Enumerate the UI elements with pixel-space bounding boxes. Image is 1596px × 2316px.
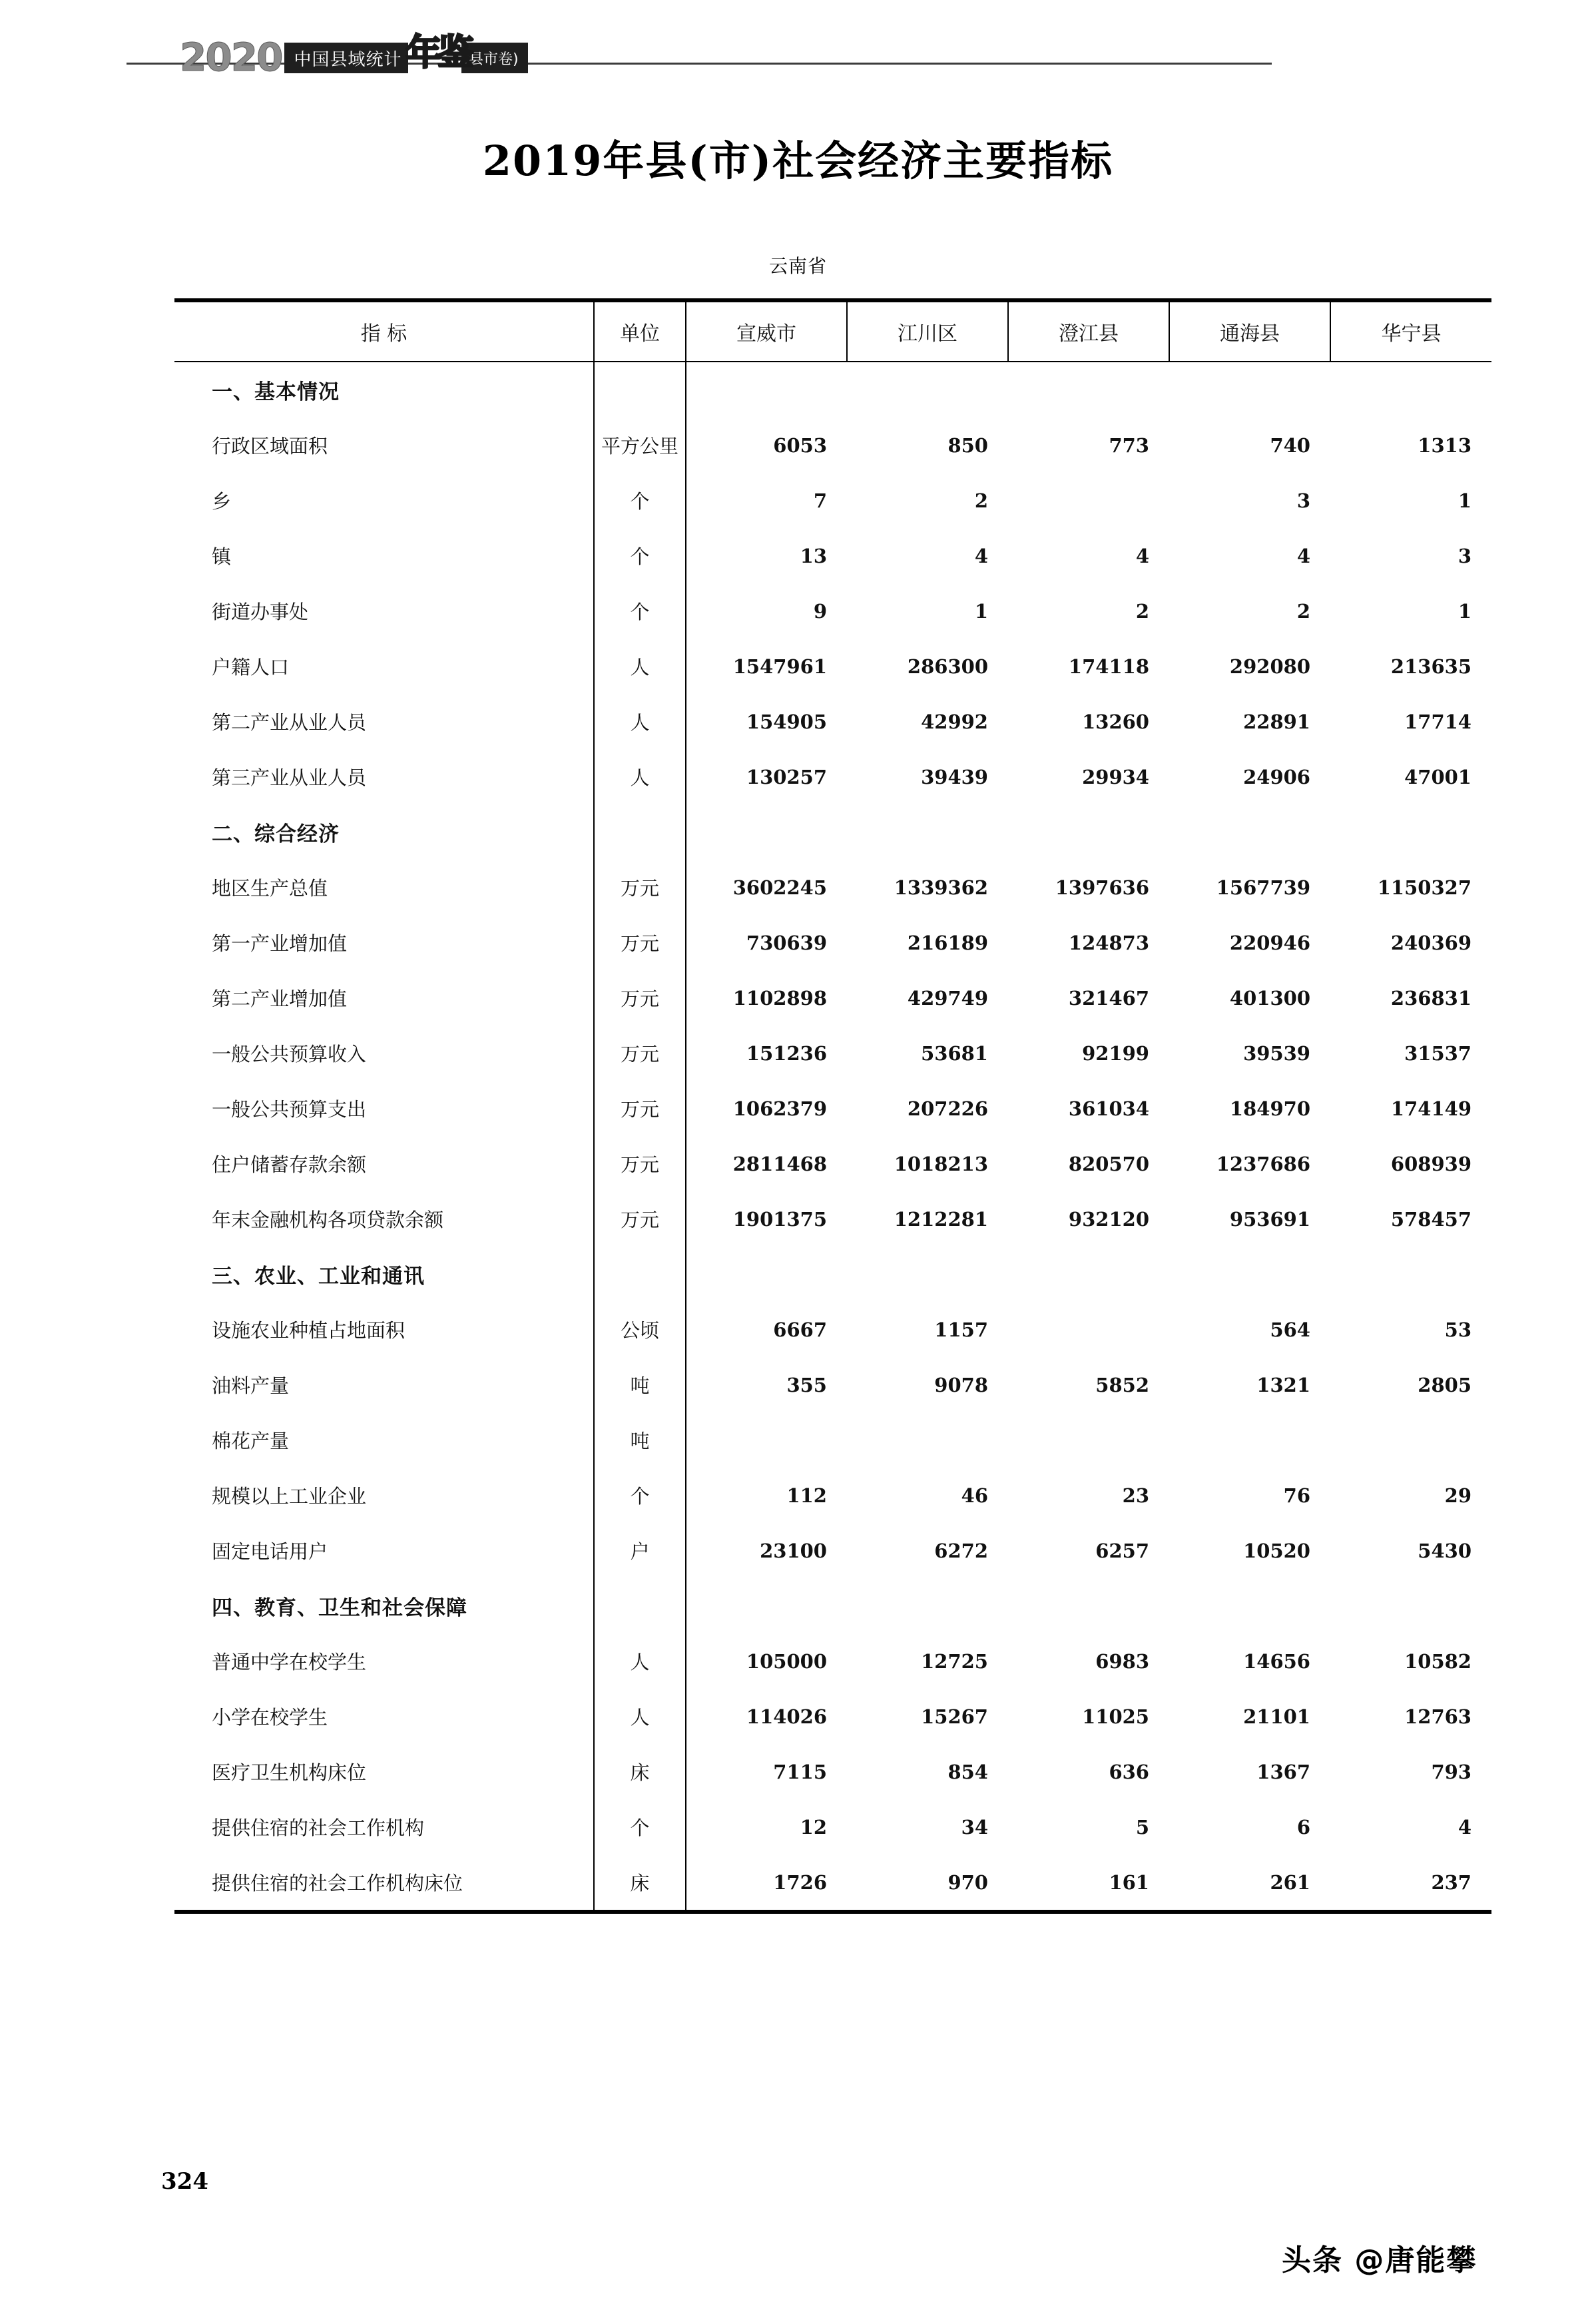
indicator-label: 小学在校学生 — [212, 1706, 328, 1729]
section-label: 一、基本情况 — [212, 380, 340, 404]
value-cell: 286300 — [907, 655, 988, 678]
unit-cell: 万元 — [594, 1136, 686, 1191]
column-header-tonghai: 通海县 — [1169, 300, 1330, 362]
indicator-label: 第二产业从业人员 — [212, 711, 367, 734]
value-cell: 2 — [1135, 599, 1149, 623]
value-cell: 207226 — [907, 1097, 988, 1120]
value-cell: 39439 — [921, 765, 988, 788]
value-cell: 292080 — [1229, 655, 1310, 678]
page-header-banner — [0, 31, 1596, 84]
table-row — [174, 583, 1491, 639]
badge-mark-label: 年鉴 — [405, 31, 470, 73]
column-header-unit: 单位 — [594, 300, 686, 362]
value-cell: 1157 — [934, 1318, 988, 1341]
value-cell: 21101 — [1243, 1705, 1310, 1728]
value-cell: 47001 — [1404, 765, 1471, 788]
table-row — [174, 418, 1491, 473]
indicator-label: 户籍人口 — [212, 656, 290, 679]
unit-cell: 户 — [594, 1523, 686, 1578]
page-title: 2019年县(市)社会经济主要指标 — [482, 137, 1114, 185]
value-cell: 578457 — [1390, 1207, 1471, 1231]
statistics-table-wrapper — [174, 298, 1491, 1914]
value-cell: 76 — [1283, 1484, 1310, 1507]
value-cell — [686, 1578, 847, 1633]
value-cell: 1339362 — [894, 876, 988, 899]
value-cell: 4 — [1135, 544, 1149, 567]
table-row — [174, 860, 1491, 915]
unit-cell: 吨 — [594, 1412, 686, 1468]
unit-cell: 床 — [594, 1855, 686, 1912]
value-cell: 3602245 — [686, 860, 847, 915]
badge-nianjian-mark — [405, 31, 479, 80]
value-cell — [1330, 1578, 1491, 1633]
indicator-label: 街道办事处 — [212, 601, 309, 623]
value-cell — [1169, 1578, 1330, 1633]
value-cell: 970 — [847, 1855, 1008, 1912]
indicator-label: 规模以上工业企业 — [212, 1485, 367, 1508]
unit-cell: 平方公里 — [594, 418, 686, 473]
unit-cell: 个 — [594, 528, 686, 583]
value-cell: 39539 — [1243, 1041, 1310, 1065]
value-cell: 1 — [974, 599, 988, 623]
unit-cell: 万元 — [594, 1191, 686, 1247]
unit-cell: 个 — [594, 583, 686, 639]
value-cell: 236831 — [1390, 986, 1471, 1010]
value-cell: 429749 — [907, 986, 988, 1010]
value-cell: 105000 — [686, 1633, 847, 1689]
value-cell: 23100 — [686, 1523, 847, 1578]
indicator-label: 第二产业增加值 — [212, 988, 348, 1010]
value-cell: 4 — [1296, 544, 1310, 567]
value-cell: 1397636 — [1055, 876, 1149, 899]
table-row — [174, 1025, 1491, 1081]
value-cell — [1008, 804, 1169, 860]
column-header-xuanwei: 宣威市 — [686, 300, 847, 362]
value-cell — [686, 1412, 847, 1468]
watermark: 头条 @唐能攀 — [1282, 2243, 1477, 2277]
table-section-row — [174, 362, 1491, 418]
value-cell: 361034 — [1068, 1097, 1149, 1120]
value-cell: 130257 — [686, 749, 847, 804]
value-cell: 1 — [1458, 489, 1471, 512]
indicator-label: 设施农业种植占地面积 — [212, 1319, 405, 1342]
indicator-label: 行政区域面积 — [212, 435, 328, 457]
value-cell: 1547961 — [686, 639, 847, 694]
value-cell: 9078 — [934, 1373, 988, 1396]
value-cell: 4 — [974, 544, 988, 567]
indicator-label: 提供住宿的社会工作机构床位 — [174, 1855, 594, 1912]
table-row — [174, 970, 1491, 1025]
value-cell — [1169, 1247, 1330, 1302]
section-label: 三、农业、工业和通讯 — [212, 1265, 425, 1289]
value-cell: 1062379 — [686, 1081, 847, 1136]
value-cell: 820570 — [1068, 1152, 1149, 1175]
unit-cell — [594, 1247, 686, 1302]
table-row — [174, 1855, 1491, 1912]
unit-cell: 人 — [594, 1633, 686, 1689]
badge-year-label: 2020 — [180, 35, 282, 80]
table-row — [174, 1633, 1491, 1689]
value-cell: 2 — [974, 489, 988, 512]
unit-cell: 人 — [594, 1689, 686, 1744]
value-cell — [686, 362, 847, 418]
value-cell: 850 — [947, 434, 988, 457]
table-row — [174, 528, 1491, 583]
unit-cell: 万元 — [594, 915, 686, 970]
value-cell: 636 — [1109, 1760, 1149, 1783]
table-row — [174, 1302, 1491, 1357]
value-cell: 92199 — [1082, 1041, 1149, 1065]
value-cell — [1169, 804, 1330, 860]
section-label: 二、综合经济 — [212, 822, 340, 846]
page-number: 324 — [161, 2168, 208, 2195]
value-cell: 355 — [686, 1357, 847, 1412]
value-cell — [1169, 362, 1330, 418]
indicator-label: 棉花产量 — [212, 1430, 290, 1452]
value-cell: 114026 — [686, 1689, 847, 1744]
value-cell: 4 — [1458, 1815, 1471, 1839]
value-cell: 6053 — [686, 418, 847, 473]
value-cell: 6983 — [1095, 1649, 1149, 1673]
indicator-label: 医疗卫生机构床位 — [212, 1761, 367, 1784]
value-cell: 5852 — [1095, 1373, 1149, 1396]
value-cell: 17714 — [1404, 710, 1471, 733]
table-head — [174, 300, 1491, 362]
table-row — [174, 694, 1491, 749]
value-cell: 9 — [686, 583, 847, 639]
table-row — [174, 749, 1491, 804]
value-cell: 220946 — [1229, 931, 1310, 954]
unit-cell: 人 — [594, 639, 686, 694]
table-row — [174, 473, 1491, 528]
value-cell: 740 — [1270, 434, 1310, 457]
value-cell: 7 — [686, 473, 847, 528]
value-cell — [1008, 1247, 1169, 1302]
indicator-label: 第一产业增加值 — [212, 932, 348, 955]
value-cell — [847, 1578, 1008, 1633]
value-cell — [1169, 1412, 1330, 1468]
value-cell: 932120 — [1068, 1207, 1149, 1231]
value-cell: 184970 — [1229, 1097, 1310, 1120]
table-row — [174, 1191, 1491, 1247]
column-header-chengjiang: 澄江县 — [1008, 300, 1169, 362]
value-cell: 1367 — [1256, 1760, 1310, 1783]
indicator-label: 地区生产总值 — [212, 877, 328, 900]
column-header-huaning: 华宁县 — [1330, 300, 1491, 362]
indicator-label: 住户储蓄存款余额 — [212, 1153, 367, 1176]
statistics-table — [174, 298, 1491, 1914]
value-cell: 1901375 — [686, 1191, 847, 1247]
indicator-label: 提供住宿的社会工作机构 — [212, 1817, 425, 1839]
unit-cell: 万元 — [594, 860, 686, 915]
unit-cell: 万元 — [594, 1081, 686, 1136]
value-cell: 213635 — [1390, 655, 1471, 678]
value-cell: 15267 — [921, 1705, 988, 1728]
value-cell — [847, 1247, 1008, 1302]
table-row — [174, 1081, 1491, 1136]
value-cell: 22891 — [1243, 710, 1310, 733]
unit-cell: 万元 — [594, 1025, 686, 1081]
value-cell: 1018213 — [894, 1152, 988, 1175]
unit-cell: 床 — [594, 1744, 686, 1799]
value-cell: 5430 — [1418, 1539, 1471, 1562]
value-cell — [1008, 1578, 1169, 1633]
value-cell: 161 — [1008, 1855, 1169, 1912]
value-cell: 237 — [1330, 1855, 1491, 1912]
unit-cell: 个 — [594, 1799, 686, 1855]
value-cell: 12763 — [1404, 1705, 1471, 1728]
unit-cell: 个 — [594, 1468, 686, 1523]
indicator-label: 一般公共预算支出 — [212, 1098, 367, 1121]
value-cell: 23 — [1122, 1484, 1149, 1507]
value-cell: 1150327 — [1377, 876, 1471, 899]
value-cell — [1330, 804, 1491, 860]
province-label: 云南省 — [768, 255, 827, 277]
table-row — [174, 639, 1491, 694]
value-cell: 13260 — [1082, 710, 1149, 733]
value-cell — [1008, 473, 1169, 528]
table-section-row — [174, 1578, 1491, 1633]
unit-cell: 万元 — [594, 970, 686, 1025]
value-cell: 216189 — [907, 931, 988, 954]
indicator-label: 油料产量 — [212, 1374, 290, 1397]
indicator-label: 年末金融机构各项贷款余额 — [212, 1209, 444, 1231]
indicator-label: 镇 — [212, 545, 232, 568]
table-row — [174, 1744, 1491, 1799]
value-cell: 1726 — [686, 1855, 847, 1912]
badge-series-label: 中国县域统计 — [284, 43, 408, 73]
value-cell: 2805 — [1418, 1373, 1471, 1396]
badge-volume-label: (县市卷) — [461, 43, 527, 73]
value-cell: 261 — [1169, 1855, 1330, 1912]
table-body — [174, 362, 1491, 1912]
value-cell: 174118 — [1068, 655, 1149, 678]
value-cell: 42992 — [921, 710, 988, 733]
table-row — [174, 1136, 1491, 1191]
value-cell — [1008, 362, 1169, 418]
value-cell: 6257 — [1095, 1539, 1149, 1562]
column-header-jiangchuan: 江川区 — [847, 300, 1008, 362]
value-cell: 6667 — [686, 1302, 847, 1357]
value-cell: 12725 — [921, 1649, 988, 1673]
value-cell: 1313 — [1418, 434, 1471, 457]
table-row — [174, 915, 1491, 970]
value-cell: 12 — [686, 1799, 847, 1855]
table-row — [174, 1468, 1491, 1523]
table-row — [174, 1689, 1491, 1744]
value-cell: 11025 — [1082, 1705, 1149, 1728]
value-cell: 53 — [1444, 1318, 1471, 1341]
value-cell: 124873 — [1068, 931, 1149, 954]
indicator-label: 一般公共预算收入 — [212, 1043, 367, 1065]
value-cell: 1567739 — [1216, 876, 1310, 899]
value-cell: 34 — [961, 1815, 988, 1839]
table-header-row — [174, 300, 1491, 362]
value-cell: 401300 — [1229, 986, 1310, 1010]
unit-cell — [594, 1578, 686, 1633]
unit-cell: 吨 — [594, 1357, 686, 1412]
value-cell: 7115 — [686, 1744, 847, 1799]
value-cell: 46 — [961, 1484, 988, 1507]
value-cell: 240369 — [1390, 931, 1471, 954]
table-row — [174, 1357, 1491, 1412]
value-cell: 151236 — [686, 1025, 847, 1081]
indicator-label: 固定电话用户 — [212, 1540, 328, 1563]
value-cell: 29 — [1444, 1484, 1471, 1507]
table-row — [174, 1412, 1491, 1468]
table-section-row — [174, 804, 1491, 860]
value-cell: 53681 — [921, 1041, 988, 1065]
unit-cell: 个 — [594, 473, 686, 528]
value-cell: 10582 — [1404, 1649, 1471, 1673]
value-cell: 2 — [1296, 599, 1310, 623]
value-cell — [847, 1412, 1008, 1468]
unit-cell — [594, 804, 686, 860]
value-cell: 29934 — [1082, 765, 1149, 788]
value-cell — [1008, 1412, 1169, 1468]
value-cell: 1 — [1458, 599, 1471, 623]
value-cell — [1008, 1302, 1169, 1357]
unit-cell — [594, 362, 686, 418]
value-cell: 1321 — [1256, 1373, 1310, 1396]
table-row — [174, 1523, 1491, 1578]
table-section-row — [174, 1247, 1491, 1302]
section-label: 四、教育、卫生和社会保障 — [212, 1596, 467, 1620]
value-cell: 608939 — [1390, 1152, 1471, 1175]
value-cell — [1330, 1247, 1491, 1302]
value-cell: 1102898 — [686, 970, 847, 1025]
table-row — [174, 1799, 1491, 1855]
value-cell: 793 — [1431, 1760, 1471, 1783]
indicator-label: 普通中学在校学生 — [212, 1651, 367, 1673]
unit-cell: 公顷 — [594, 1302, 686, 1357]
unit-cell: 人 — [594, 694, 686, 749]
value-cell — [1330, 1412, 1491, 1468]
value-cell: 5 — [1135, 1815, 1149, 1839]
value-cell: 2811468 — [686, 1136, 847, 1191]
value-cell: 10520 — [1243, 1539, 1310, 1562]
value-cell — [686, 804, 847, 860]
value-cell: 24906 — [1243, 765, 1310, 788]
value-cell: 112 — [686, 1468, 847, 1523]
value-cell: 953691 — [1229, 1207, 1310, 1231]
value-cell: 854 — [947, 1760, 988, 1783]
value-cell: 14656 — [1243, 1649, 1310, 1673]
value-cell: 773 — [1109, 434, 1149, 457]
value-cell: 1237686 — [1216, 1152, 1310, 1175]
column-header-indicator: 指 标 — [360, 322, 407, 346]
yearbook-badge — [180, 31, 528, 80]
value-cell: 6272 — [934, 1539, 988, 1562]
value-cell: 31537 — [1404, 1041, 1471, 1065]
value-cell: 13 — [686, 528, 847, 583]
indicator-label: 第三产业从业人员 — [212, 766, 367, 789]
value-cell: 1212281 — [894, 1207, 988, 1231]
unit-cell: 人 — [594, 749, 686, 804]
value-cell — [847, 804, 1008, 860]
value-cell: 564 — [1270, 1318, 1310, 1341]
value-cell: 3 — [1296, 489, 1310, 512]
value-cell: 6 — [1296, 1815, 1310, 1839]
value-cell: 174149 — [1390, 1097, 1471, 1120]
value-cell — [686, 1247, 847, 1302]
value-cell: 154905 — [686, 694, 847, 749]
value-cell — [1330, 362, 1491, 418]
value-cell: 321467 — [1068, 986, 1149, 1010]
value-cell: 3 — [1458, 544, 1471, 567]
value-cell — [847, 362, 1008, 418]
value-cell: 730639 — [686, 915, 847, 970]
indicator-label: 乡 — [212, 490, 232, 513]
